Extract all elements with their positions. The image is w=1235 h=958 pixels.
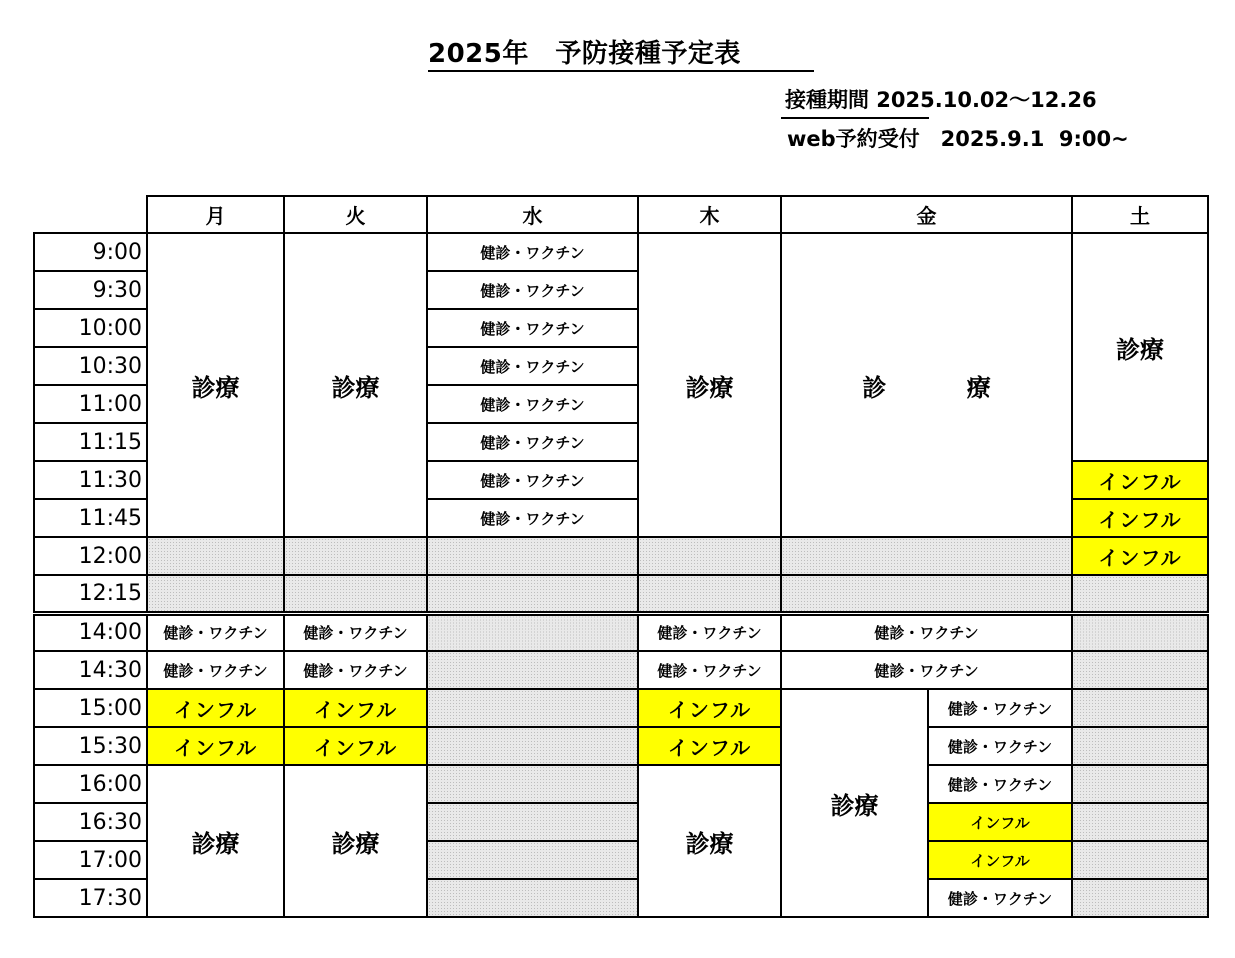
fri-checkup-vaccine-slot: 健診・ワクチン — [928, 689, 1072, 727]
closed-slot — [781, 537, 1072, 575]
mon-checkup-vaccine-slot: 健診・ワクチン — [147, 651, 284, 689]
corner-cell — [34, 196, 147, 233]
time-label: 12:15 — [34, 575, 147, 613]
mon-checkup-vaccine-slot: 健診・ワクチン — [147, 613, 284, 651]
fri-afternoon-clinic: 診療 — [781, 689, 928, 917]
time-label: 9:00 — [34, 233, 147, 271]
closed-slot — [427, 575, 638, 613]
time-label: 17:00 — [34, 841, 147, 879]
wed-checkup-vaccine-slot: 健診・ワクチン — [427, 461, 638, 499]
thu-checkup-vaccine-slot: 健診・ワクチン — [638, 613, 781, 651]
closed-slot — [147, 537, 284, 575]
wed-checkup-vaccine-slot: 健診・ワクチン — [427, 271, 638, 309]
tue-checkup-vaccine-slot: 健診・ワクチン — [284, 651, 427, 689]
time-row — [34, 537, 1208, 575]
tue-checkup-vaccine-slot: 健診・ワクチン — [284, 613, 427, 651]
closed-slot — [284, 537, 427, 575]
fri-flu-slot: インフル — [928, 803, 1072, 841]
time-label: 17:30 — [34, 879, 147, 917]
period-underline — [781, 117, 929, 119]
closed-slot — [781, 575, 1072, 613]
time-row — [34, 613, 1208, 651]
closed-slot — [427, 803, 638, 841]
fri-checkup-vaccine-slot: 健診・ワクチン — [928, 879, 1072, 917]
time-label: 10:30 — [34, 347, 147, 385]
tue-flu-slot: インフル — [284, 727, 427, 765]
time-label: 11:15 — [34, 423, 147, 461]
day-header-row — [34, 196, 1208, 233]
wed-checkup-vaccine-slot: 健診・ワクチン — [427, 347, 638, 385]
closed-slot — [1072, 879, 1208, 917]
time-label: 16:30 — [34, 803, 147, 841]
day-header-thu: 木 — [638, 196, 781, 233]
wed-checkup-vaccine-slot: 健診・ワクチン — [427, 309, 638, 347]
wed-checkup-vaccine-slot: 健診・ワクチン — [427, 423, 638, 461]
fri-checkup-vaccine-slot: 健診・ワクチン — [928, 765, 1072, 803]
wed-checkup-vaccine-slot: 健診・ワクチン — [427, 499, 638, 537]
day-header-tue: 火 — [284, 196, 427, 233]
web-reservation-info: web予約受付 2025.9.1 9:00~ — [787, 127, 1129, 151]
thu-flu-slot: インフル — [638, 689, 781, 727]
closed-slot — [427, 841, 638, 879]
fri-checkup-vaccine-slot: 健診・ワクチン — [781, 651, 1072, 689]
closed-slot — [638, 575, 781, 613]
time-label: 12:00 — [34, 537, 147, 575]
time-label: 16:00 — [34, 765, 147, 803]
mon-flu-slot: インフル — [147, 727, 284, 765]
mon-afternoon-clinic: 診療 — [147, 765, 284, 917]
closed-slot — [284, 575, 427, 613]
sat-flu-slot: インフル — [1072, 537, 1208, 575]
wed-checkup-vaccine-slot: 健診・ワクチン — [427, 385, 638, 423]
time-label: 15:30 — [34, 727, 147, 765]
closed-slot — [1072, 803, 1208, 841]
time-label: 10:00 — [34, 309, 147, 347]
mon-morning-clinic: 診療 — [147, 233, 284, 537]
vaccination-period: 接種期間 2025.10.02～12.26 — [785, 88, 1097, 112]
tue-flu-slot: インフル — [284, 689, 427, 727]
schedule-title: 2025年 予防接種予定表 — [428, 38, 814, 72]
closed-slot — [427, 613, 638, 651]
day-header-sat: 土 — [1072, 196, 1208, 233]
closed-slot — [1072, 651, 1208, 689]
time-row — [34, 233, 1208, 271]
wed-checkup-vaccine-slot: 健診・ワクチン — [427, 233, 638, 271]
closed-slot — [427, 727, 638, 765]
closed-slot — [427, 651, 638, 689]
day-header-mon: 月 — [147, 196, 284, 233]
fri-checkup-vaccine-slot: 健診・ワクチン — [928, 727, 1072, 765]
time-label: 14:00 — [34, 613, 147, 651]
closed-slot — [1072, 575, 1208, 613]
time-row — [34, 765, 1208, 803]
closed-slot — [1072, 765, 1208, 803]
time-label: 14:30 — [34, 651, 147, 689]
tue-morning-clinic: 診療 — [284, 233, 427, 537]
tue-afternoon-clinic: 診療 — [284, 765, 427, 917]
time-row — [34, 727, 1208, 765]
sat-flu-slot: インフル — [1072, 499, 1208, 537]
thu-flu-slot: インフル — [638, 727, 781, 765]
closed-slot — [1072, 727, 1208, 765]
closed-slot — [427, 765, 638, 803]
time-row — [34, 689, 1208, 727]
sat-morning-clinic: 診療 — [1072, 233, 1208, 461]
thu-afternoon-clinic: 診療 — [638, 765, 781, 917]
closed-slot — [1072, 613, 1208, 651]
day-header-fri: 金 — [781, 196, 1072, 233]
fri-checkup-vaccine-slot: 健診・ワクチン — [781, 613, 1072, 651]
fri-clinic-char-1: 診 — [862, 373, 887, 402]
time-label: 11:30 — [34, 461, 147, 499]
time-label: 9:30 — [34, 271, 147, 309]
vaccination-schedule-table — [33, 195, 1209, 918]
day-header-wed: 水 — [427, 196, 638, 233]
time-row — [34, 651, 1208, 689]
closed-slot — [427, 537, 638, 575]
mon-flu-slot: インフル — [147, 689, 284, 727]
sat-flu-slot: インフル — [1072, 461, 1208, 499]
time-label: 15:00 — [34, 689, 147, 727]
time-label: 11:45 — [34, 499, 147, 537]
thu-morning-clinic: 診療 — [638, 233, 781, 537]
closed-slot — [427, 689, 638, 727]
closed-slot — [147, 575, 284, 613]
thu-checkup-vaccine-slot: 健診・ワクチン — [638, 651, 781, 689]
closed-slot — [427, 879, 638, 917]
closed-slot — [638, 537, 781, 575]
time-row — [34, 575, 1208, 613]
fri-flu-slot: インフル — [928, 841, 1072, 879]
time-label: 11:00 — [34, 385, 147, 423]
closed-slot — [1072, 841, 1208, 879]
fri-clinic-char-2: 療 — [966, 373, 991, 402]
closed-slot — [1072, 689, 1208, 727]
fri-morning-clinic — [781, 233, 1072, 537]
